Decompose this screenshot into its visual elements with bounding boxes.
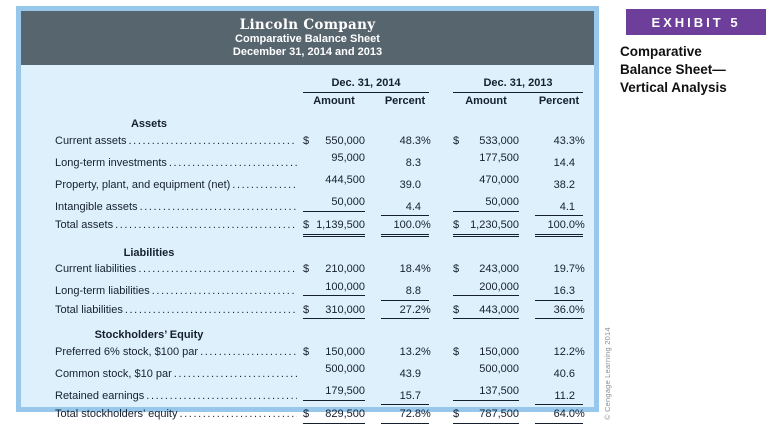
percent-2013: 11.2: [535, 390, 583, 406]
amount-2014: $ 310,000: [303, 304, 365, 320]
amount-2013: 177,500: [479, 152, 519, 164]
section-assets: [55, 118, 583, 237]
table-row-total: [55, 219, 583, 237]
amount-2014: 500,000: [325, 363, 365, 375]
amount-2013: $ 150,000: [453, 345, 519, 358]
percent-2014: 13.2%: [399, 345, 431, 358]
column-subheader-row: [55, 95, 583, 109]
dot-leader: [115, 219, 297, 233]
percent-2014: 4.4: [381, 201, 429, 217]
percent-2014: 8.3: [405, 156, 421, 169]
table-row-total: [55, 408, 583, 424]
row-label-cell: [55, 263, 303, 277]
section-heading-row: [55, 247, 583, 261]
percent-2013: 100.0%: [535, 219, 583, 237]
percent-2013: 16.3: [535, 285, 583, 301]
percent-2014: 43.9: [399, 367, 421, 380]
amount-2014: $ 150,000: [303, 345, 365, 358]
row-label: Current assets: [55, 134, 127, 147]
row-label-cell: [55, 157, 303, 171]
row-label: Retained earnings: [55, 389, 145, 402]
percent-2014: 18.4%: [399, 263, 431, 275]
amount-2014: 444,500: [325, 174, 365, 186]
exhibit-caption: [620, 43, 727, 97]
amount-2013: $ 243,000: [453, 263, 519, 275]
col-amount-2013: Amount: [465, 94, 507, 107]
row-label-cell: [55, 368, 303, 382]
percent-2013: 40.6: [553, 367, 575, 380]
section-heading: Stockholders’ Equity: [94, 329, 204, 341]
table-row-total: [55, 304, 583, 320]
section-heading: Liabilities: [123, 246, 175, 259]
amount-2013: 470,000: [479, 174, 519, 186]
col-group-2014: Dec. 31, 2014: [303, 77, 429, 93]
row-label-cell: [55, 179, 303, 193]
row-label-cell: [55, 201, 303, 215]
table-row: [55, 346, 583, 361]
percent-2013: 64.0%: [535, 408, 583, 424]
percent-2014: 48.3%: [399, 134, 431, 147]
amount-2013: $ 443,000: [453, 304, 519, 320]
exhibit-badge: EXHIBIT 5: [626, 9, 766, 35]
section-heading-row: [55, 118, 583, 132]
percent-2014: 8.8: [381, 285, 429, 301]
table-row: [55, 174, 583, 193]
row-label: Intangible assets: [55, 200, 138, 213]
amount-2014: $ 1,139,500: [303, 219, 365, 237]
amount-2014: $ 829,500: [303, 408, 365, 424]
row-label: Common stock, $10 par: [55, 367, 172, 380]
col-percent-2014: Percent: [384, 94, 426, 107]
company-name: Lincoln Company: [239, 17, 376, 33]
row-label-cell: [55, 390, 303, 404]
amount-2013: $ 1,230,500: [453, 219, 519, 237]
row-label-cell: [55, 304, 303, 318]
dot-leader: [200, 346, 297, 360]
amount-2013: 200,000: [453, 281, 519, 297]
amount-2014: 95,000: [331, 152, 365, 164]
percent-2013: 4.1: [535, 201, 583, 217]
row-label: Property, plant, and equipment (net): [55, 178, 231, 191]
statement-table: [21, 65, 594, 425]
dot-leader: [138, 263, 297, 277]
row-label-cell: [55, 135, 303, 149]
row-label: Total stockholders’ equity: [55, 408, 178, 420]
table-row: [55, 263, 583, 278]
caption-line: Vertical Analysis: [620, 80, 727, 95]
dot-leader: [146, 390, 297, 404]
caption-line: Balance Sheet—: [620, 62, 726, 77]
amount-2013: 137,500: [453, 385, 519, 401]
section-heading: Assets: [130, 118, 168, 130]
col-amount-2014: Amount: [313, 94, 355, 107]
dot-leader: [140, 201, 297, 215]
column-group-header-row: [55, 77, 583, 93]
table-row: [55, 196, 583, 216]
statement-date: December 31, 2014 and 2013: [232, 46, 383, 58]
percent-2014: 72.8%: [381, 408, 429, 424]
row-label: Preferred 6% stock, $100 par: [55, 345, 199, 358]
dot-leader: [125, 304, 297, 318]
amount-2013: $ 533,000: [453, 134, 519, 147]
row-label: Total liabilities: [55, 303, 123, 316]
col-percent-2013: Percent: [538, 94, 580, 107]
section-liabilities: [55, 247, 583, 320]
percent-2013: 36.0%: [535, 304, 583, 320]
percent-2013: 19.7%: [553, 263, 585, 275]
percent-2014: 15.7: [381, 390, 429, 406]
dot-leader: [180, 408, 298, 422]
amount-2014: 179,500: [303, 385, 365, 401]
table-row: [55, 281, 583, 301]
row-label: Current liabilities: [55, 263, 137, 275]
statement-title: Comparative Balance Sheet: [235, 33, 380, 45]
percent-2014: 39.0: [399, 178, 421, 191]
percent-2013: 14.4: [553, 156, 575, 169]
table-row: [55, 385, 583, 405]
amount-2013: 500,000: [479, 363, 519, 375]
percent-2013: 38.2: [553, 178, 575, 191]
row-label: Total assets: [55, 219, 114, 231]
dot-leader: [129, 135, 297, 149]
amount-2013: $ 787,500: [453, 408, 519, 424]
row-label-cell: [55, 408, 303, 422]
dot-leader: [152, 285, 297, 299]
amount-2013: 50,000: [453, 196, 519, 212]
dot-leader: [232, 179, 297, 193]
row-label-cell: [55, 219, 303, 233]
table-row: [55, 135, 583, 150]
percent-2014: 27.2%: [381, 304, 429, 320]
col-group-2013: Dec. 31, 2013: [453, 77, 583, 93]
balance-sheet-card: [16, 6, 599, 420]
caption-line: Comparative: [620, 44, 702, 59]
table-row: [55, 363, 583, 382]
table-row: [55, 152, 583, 171]
copyright-credit: © Cengage Learning 2014: [603, 327, 612, 420]
section-heading-row: [55, 329, 583, 343]
amount-2014: $ 210,000: [303, 263, 365, 275]
statement-header: [21, 11, 594, 65]
dot-leader: [174, 368, 297, 382]
row-label: Long-term investments: [55, 156, 167, 169]
percent-2014: 100.0%: [381, 219, 429, 237]
amount-2014: 50,000: [303, 196, 365, 212]
row-label: Long-term liabilities: [55, 285, 150, 297]
section-stockholders-equity: [55, 329, 583, 425]
percent-2013: 12.2%: [553, 345, 585, 358]
row-label-cell: [55, 285, 303, 299]
amount-2014: 100,000: [303, 281, 365, 297]
row-label-cell: [55, 346, 303, 360]
percent-2013: 43.3%: [553, 134, 585, 147]
amount-2014: $ 550,000: [303, 134, 365, 147]
dot-leader: [169, 157, 297, 171]
